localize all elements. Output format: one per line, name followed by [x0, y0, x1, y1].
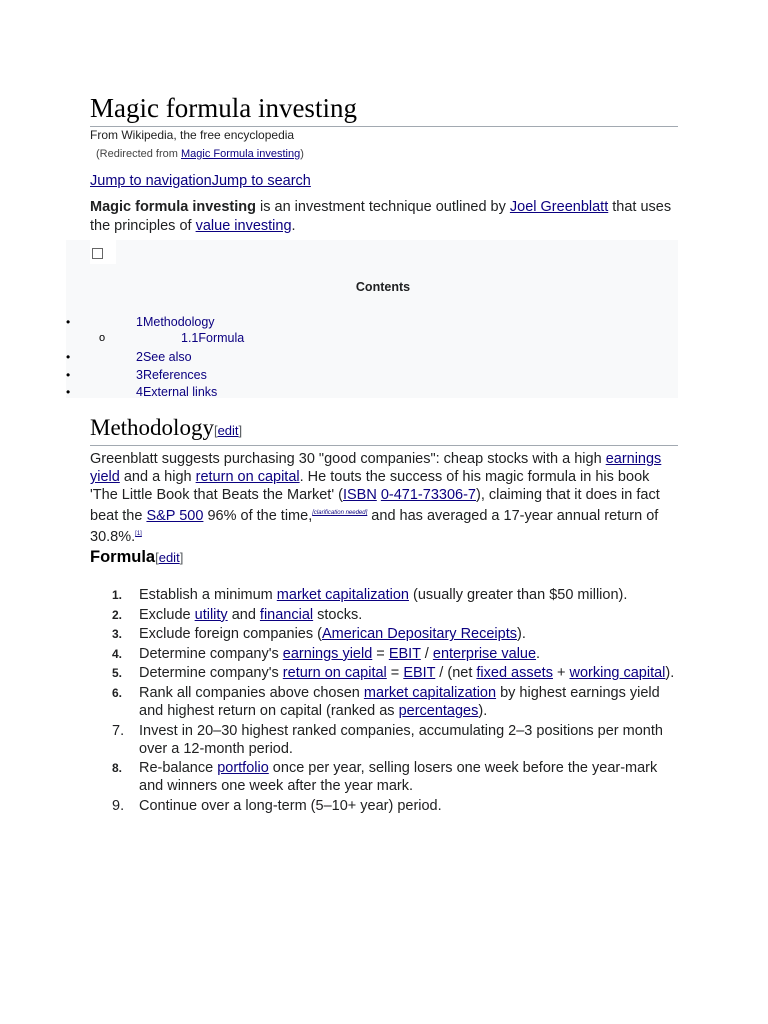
list-item: [112, 625, 678, 643]
list-item: [112, 722, 678, 758]
para-text: and a high: [119, 469, 196, 485]
step-number: 2.: [112, 607, 123, 622]
toc-number: 4: [136, 385, 143, 399]
step-text: once per year, selling losers one week before the year-mark and winners one week after the year mark.: [139, 760, 658, 795]
step-text: /: [420, 645, 433, 662]
edit-link[interactable]: edit: [217, 423, 239, 438]
list-item: [112, 759, 678, 795]
intro-text: that uses the principles of: [90, 199, 672, 234]
ebit-link[interactable]: EBIT: [403, 665, 436, 682]
sp500-link[interactable]: S&P 500: [146, 507, 204, 524]
step-text: =: [372, 645, 389, 662]
redirect-notice: [96, 148, 304, 160]
section-title: Formula: [90, 548, 156, 566]
step-text: Continue over a long-term (5–10+ year) period.: [139, 797, 442, 814]
redirect-source-link[interactable]: Magic Formula investing: [180, 148, 301, 160]
toc-entry: [136, 384, 217, 400]
step-number: 3.: [112, 627, 123, 642]
step-text: +: [552, 665, 570, 682]
para-text: ), claiming that it does in fact beat the: [90, 487, 660, 524]
step-text: stocks.: [313, 606, 363, 623]
site-tagline: From Wikipedia, the free encyclopedia: [90, 128, 295, 142]
intro-text: is an investment technique outlined by: [255, 199, 510, 215]
toc-number: 1: [136, 315, 143, 329]
toc-bullet: •: [66, 368, 71, 382]
toc-entry: [136, 367, 207, 383]
edit-link[interactable]: edit: [158, 550, 180, 565]
para-text: Greenblatt suggests purchasing 30 "good companies": cheap stocks with a high: [90, 451, 606, 467]
step-number: 4.: [112, 646, 123, 661]
step-number: 7.: [112, 722, 125, 739]
step-number: 5.: [112, 666, 123, 681]
redirect-prefix: (Redirected from: [96, 148, 181, 160]
edit-section: [edit]: [213, 423, 243, 438]
step-number: 8.: [112, 761, 123, 776]
earnings-yield-link[interactable]: earnings yield: [90, 451, 662, 485]
list-item: [112, 586, 678, 604]
working-capital-link[interactable]: working capital: [569, 665, 666, 682]
market-capitalization-link[interactable]: market capitalization: [276, 587, 409, 603]
section-title: Methodology: [90, 415, 214, 440]
adr-link[interactable]: American Depositary Receipts: [321, 626, 517, 643]
step-text: .: [536, 645, 541, 662]
toc-entry: [181, 330, 244, 346]
page-title: Magic formula investing: [90, 90, 678, 127]
list-item: [112, 606, 678, 624]
step-text: / (net: [435, 665, 477, 682]
list-item: [112, 645, 678, 663]
step-text: Determine company's: [139, 645, 283, 662]
financial-link[interactable]: financial: [259, 606, 314, 623]
step-text: (usually greater than $50 million).: [408, 587, 628, 603]
market-capitalization-link[interactable]: market capitalization: [363, 684, 497, 701]
earnings-yield-link[interactable]: earnings yield: [282, 645, 373, 662]
para-text: 96% of the time,: [203, 507, 313, 524]
step-text: by highest earnings yield and highest return on capital (ranked as: [139, 684, 660, 719]
toc-entry: [136, 349, 192, 365]
step-number: 1.: [112, 588, 123, 602]
toc-label: References: [142, 368, 207, 382]
methodology-heading: [90, 414, 678, 446]
toc-number: 2: [136, 350, 143, 364]
toc-bullet: •: [66, 315, 71, 329]
intro-text: .: [291, 218, 296, 234]
edit-section: [edit]: [155, 550, 184, 565]
jump-to-search-link[interactable]: Jump to search: [211, 173, 311, 189]
return-on-capital-link[interactable]: return on capital: [195, 469, 300, 485]
enterprise-value-link[interactable]: enterprise value: [432, 645, 537, 662]
redirect-suffix: ): [300, 148, 304, 160]
step-text: Exclude foreign companies (: [139, 626, 322, 643]
toc-label: External links: [142, 385, 218, 399]
toc-entry: [136, 314, 215, 330]
table-of-contents: [66, 240, 678, 398]
percentages-link[interactable]: percentages: [398, 702, 479, 719]
step-number: 9.: [112, 797, 125, 814]
toc-title: Contents: [355, 280, 411, 294]
joel-greenblatt-link[interactable]: Joel Greenblatt: [509, 199, 609, 215]
step-text: ).: [517, 626, 526, 643]
toc-label: Methodology: [142, 315, 215, 329]
value-investing-link[interactable]: value investing: [195, 218, 292, 234]
clarification-needed-link[interactable]: [clarification needed]: [312, 510, 368, 516]
toc-bullet: •: [66, 350, 71, 364]
toc-label: See also: [142, 350, 192, 364]
toc-subbullet: o: [99, 332, 106, 344]
utility-link[interactable]: utility: [194, 606, 228, 623]
step-text: ).: [478, 702, 488, 719]
step-text: Re-balance: [139, 760, 218, 777]
reference-link[interactable]: [1]: [135, 530, 142, 537]
formula-heading: [90, 548, 183, 567]
intro-bold-term: Magic formula investing: [90, 199, 256, 215]
step-text: Rank all companies above chosen: [139, 684, 364, 701]
toc-label: Formula: [198, 331, 245, 345]
toc-toggle-checkbox[interactable]: [92, 248, 103, 259]
list-item: [112, 797, 678, 815]
jump-links: [90, 173, 311, 189]
para-text: . He touts the success of his magic formula in his book 'The Little Book that Beats the Market' (: [90, 469, 650, 503]
portfolio-link[interactable]: portfolio: [217, 760, 269, 777]
isbn-link[interactable]: ISBN: [342, 487, 377, 503]
step-text: Invest in 20–30 highest ranked companies, accumulating 2–3 positions per month over a 12-month period.: [139, 722, 663, 757]
toc-bullet: •: [66, 385, 71, 399]
list-item: [112, 684, 678, 720]
step-text: Establish a minimum: [139, 587, 277, 603]
list-item: [112, 664, 678, 682]
step-text: =: [386, 665, 404, 682]
step-text: and: [227, 606, 260, 623]
isbn-number-link[interactable]: 0-471-73306-7: [380, 487, 476, 503]
jump-to-navigation-link[interactable]: Jump to navigation: [90, 173, 212, 189]
methodology-paragraph: [90, 450, 678, 546]
fixed-assets-link[interactable]: fixed assets: [476, 665, 553, 682]
step-number: 6.: [112, 685, 123, 700]
ebit-link[interactable]: EBIT: [388, 645, 421, 662]
toc-number: 3: [136, 368, 143, 382]
para-text: and has averaged a 17-year annual return of 30.8%.: [90, 507, 659, 545]
step-text: Exclude: [139, 606, 195, 623]
toc-number: 1.1: [181, 331, 199, 345]
intro-paragraph: [90, 198, 678, 236]
formula-steps: [112, 586, 678, 816]
step-text: ).: [665, 665, 675, 682]
return-on-capital-link[interactable]: return on capital: [282, 665, 387, 682]
step-text: Determine company's: [139, 665, 283, 682]
